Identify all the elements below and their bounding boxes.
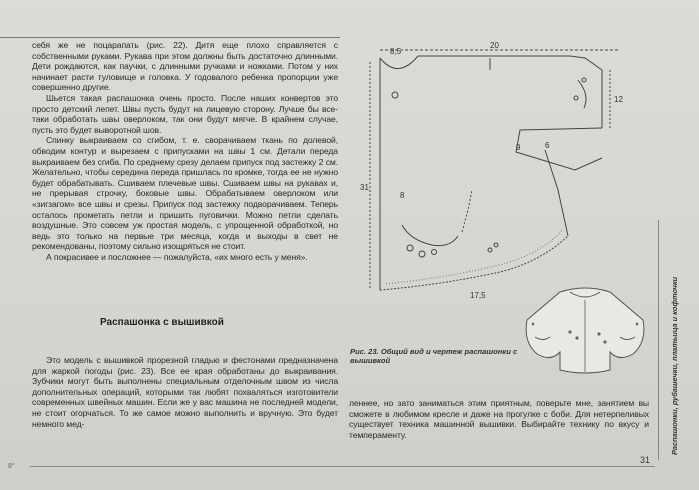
garment-illustration [515, 282, 655, 377]
paragraph: Спинку выкраиваем со сгибом, т. е. сворачиваем ткань по долевой, обводим контур и вырезаем с припусками на швы 1 см. Детали переда выкраиваем без сгиба. По среднему срезу делаем припуск под застежку 2 см. Желательно, чтобы середина переда пришлась по кромке, тогда ее не нужно будет обрабатывать. Сшиваем плечевые швы. Сшиваем швы на рукавах и, не прерывая строчку, боковые швы. Обрабатываем оверлоком или «зигзагом» все швы и срезы. Припуск под застежку подворачиваем. Теперь осталось прометать петли и пришить пуговички. Можно петли сделать воздушные. Это совсем уж простая модель, с упрощенной обработкой, но ведь это только на первые три месяца, когда и выходы в свет не рекомендованы, поэтому сильно изощряться не стоит. [32, 135, 338, 252]
paragraph: Шьется такая распашонка очень просто. После наших конвертов это просто детский лепет. Швы пусть будут на лицевую сторону. Лучше бы все-таки обработать швы оверлоком, так они будут мягче. В крайнем случае, пусть это будет выворотной шов. [32, 92, 338, 135]
left-column-top [32, 40, 338, 262]
dim-6: 6 [545, 141, 550, 150]
side-rule [658, 220, 659, 460]
paragraph: А покрасивее и посложнее — пожалуйста, «их много есть у меня». [46, 251, 308, 262]
stray-mark: 8° [8, 463, 15, 470]
bottom-rule [30, 466, 655, 467]
section-heading: Распашонка с вышивкой [100, 317, 224, 328]
paragraph: Это модель с вышивкой прорезной гладью и фестонами предназначена для жаркой погоды (рис. 23). Все ее края обработаны до выкраивания. Зубчики могут быть выполнены специальным отделочным швом из числа дополнительных операций, которыми так любят похваляться изготовители современных швейных машин. Если же у вас машина не последней модели, не стоит огорчаться. То же самое можно выполнить и вручную. Это будет немного мед- [32, 355, 338, 429]
left-column-bottom [32, 355, 338, 429]
dim-20: 20 [490, 41, 499, 50]
dim-12: 12 [614, 95, 623, 104]
running-side-title: Распашонки, рубашечки, платьица и кофточки [670, 276, 679, 455]
dim-17-5: 17,5 [470, 291, 486, 300]
dim-31: 31 [360, 183, 369, 192]
right-column [349, 398, 649, 440]
paragraph: леннее, но зато заниматься этим приятным, поверьте мне, занятием вы сможете в любимом кресле и даже на прогулке с боби. Для нетерпеливых существует техника машинной вышивки. Выбирайте технику по вкусу и темпераменту. [349, 398, 649, 440]
dim-8-5: 8,5 [390, 47, 402, 56]
page-number: 31 [640, 455, 651, 465]
dim-8: 8 [400, 191, 405, 200]
dim-9: 9 [516, 143, 521, 152]
pattern-drawing [340, 40, 640, 300]
figure-caption: Рис. 23. Общий вид и чертеж распашонки с вышивкой [350, 347, 518, 365]
paragraph: себя же не поцарапать (рис. 22). Дитя еще плохо справляется с собственными руками. Рукава при этом должны быть достаточно длинными. Дети рождаются, как паучки, с длинными ручками и ножками. Потом у них начинает расти туловище и головка. У годовалого ребенка пропорции уже совершенно другие. [32, 40, 338, 93]
top-rule [0, 37, 340, 38]
